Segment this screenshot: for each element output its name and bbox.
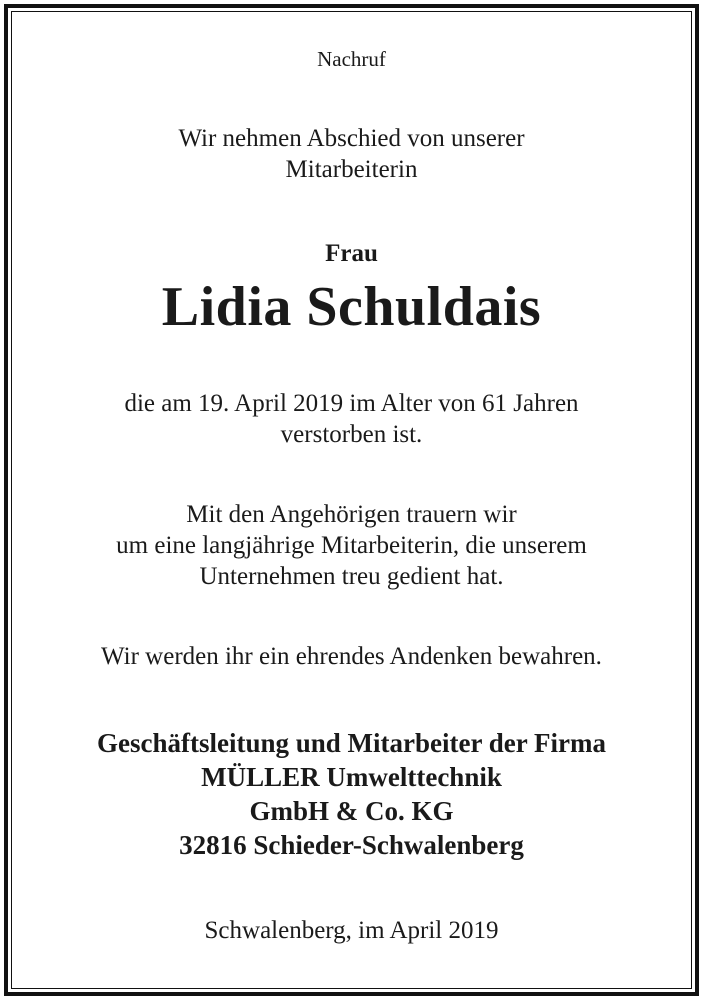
signatory-line-1: Geschäftsleitung und Mitarbeiter der Firma — [97, 728, 606, 758]
intro-line-1: Wir nehmen Abschied von unserer — [178, 125, 525, 152]
salutation: Frau — [325, 240, 378, 267]
deceased-name: Lidia Schuldais — [161, 276, 542, 338]
signatory-line-4: 32816 Schieder-Schwalenberg — [179, 830, 524, 860]
notice-heading: Nachruf — [317, 47, 386, 71]
mourning-line-3: Unternehmen treu gedient hat. — [199, 563, 504, 590]
death-notice-line-2: verstorben ist. — [280, 421, 423, 448]
place-date: Schwalenberg, im April 2019 — [204, 917, 499, 944]
signatory-line-2: MÜLLER Umwelttechnik — [201, 762, 502, 792]
mourning-line-2: um eine langjährige Mitarbeiterin, die unserem — [116, 532, 587, 559]
death-notice-line-1: die am 19. April 2019 im Alter von 61 Jahren — [124, 390, 579, 417]
remembrance-line: Wir werden ihr ein ehrendes Andenken bewahren. — [101, 643, 602, 670]
mourning-line-1: Mit den Angehörigen trauern wir — [186, 501, 517, 528]
intro-line-2: Mitarbeiterin — [285, 156, 418, 183]
signatory-line-3: GmbH & Co. KG — [249, 796, 454, 826]
